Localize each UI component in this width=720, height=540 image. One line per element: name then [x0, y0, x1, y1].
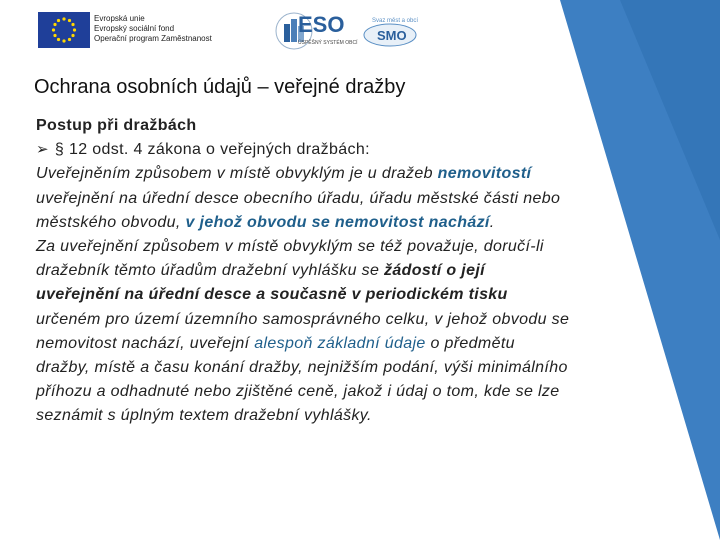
p1-text-2: uveřejnění na úřední desce obecního úřadu, úřadu městské části nebo městského obvodu, [36, 189, 561, 231]
eu-flag-icon [38, 12, 90, 48]
p1-text-1: Uveřejněním způsobem v místě obvyklým je u dražeb [36, 165, 438, 183]
slide-content [36, 114, 571, 429]
arrow-bullet-icon: ➢ [36, 141, 49, 159]
page-title: Ochrana osobních údajů – veřejné dražby [34, 76, 406, 98]
svg-text:Svaz měst a obcí: Svaz měst a obcí [372, 18, 418, 24]
smo-logo-icon [362, 14, 418, 48]
p2-text-3: o předmětu dražby, místě a času konání dražby, nejnižším podání, výši minimálního příhozu a odhadnuté nebo zjištěné ceně, jakož i údaj o tom, kde se lze seznámit s úplným textem dražební vyhlášky. [36, 334, 568, 425]
p1-highlight-2: v jehož obvodu se nemovitost nachází [185, 213, 490, 231]
eu-logo-text: Evropská unie Evropský sociální fond Operační program Zaměstnanost [94, 14, 212, 43]
logo-bar [38, 10, 438, 50]
eso-logo-text: ESO [298, 12, 345, 37]
p2-highlight-2: alespoň základní údaje [254, 334, 426, 352]
section-heading: Postup při dražbách [36, 117, 197, 134]
bullet-text: § 12 odst. 4 zákona o veřejných dražbách: [54, 141, 370, 159]
p1-text-3: . [489, 213, 495, 231]
svg-text:SMO: SMO [377, 28, 407, 43]
p2-text-2: určeném pro území územního samosprávného celku, v jehož obvodu se nemovitost nachází, uveřejní [36, 310, 570, 352]
paragraph-1 [36, 162, 571, 235]
eso-logo-subtext: ÚSPĚŠNÝ SYSTÉM OBCÍ [298, 40, 358, 46]
p1-highlight-1: nemovitostí [437, 165, 532, 183]
paragraph-2 [36, 235, 571, 429]
bullet-item [36, 138, 571, 162]
p2-highlight-1: žádostí o její uveřejnění na úřední desce a současně v periodickém tisku [36, 262, 508, 304]
decorative-band [560, 0, 720, 540]
p2-text-1: Za uveřejnění způsobem v místě obvyklým se též považuje, doručí-li dražebník těmto úřadům dražební vyhlášku se [36, 238, 544, 280]
